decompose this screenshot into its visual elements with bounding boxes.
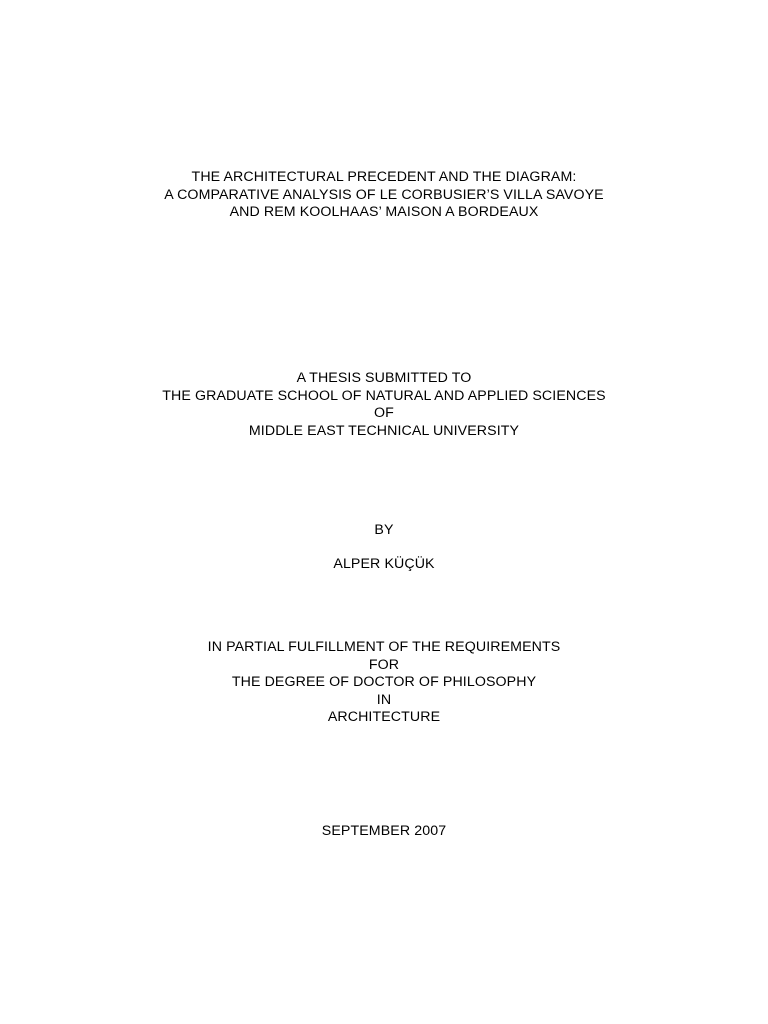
degree-line: THE DEGREE OF DOCTOR OF PHILOSOPHY (231, 674, 537, 690)
by-label: BY (374, 522, 394, 538)
degree-line: FOR (368, 656, 400, 673)
title-line: A COMPARATIVE ANALYSIS OF LE CORBUSIER’S VILLA SAVOYE (164, 186, 604, 203)
title-line: THE ARCHITECTURAL PRECEDENT AND THE DIAGRAM: (191, 169, 577, 185)
thesis-title (0, 169, 768, 222)
degree-statement (0, 639, 768, 727)
submission-statement (0, 370, 768, 440)
degree-line: IN PARTIAL FULFILLMENT OF THE REQUIREMENTS (207, 639, 561, 655)
submission-date: SEPTEMBER 2007 (321, 823, 447, 839)
submission-line: A THESIS SUBMITTED TO (296, 370, 472, 386)
title-line: AND REM KOOLHAAS’ MAISON A BORDEAUX (229, 204, 539, 220)
degree-line: ARCHITECTURE (327, 709, 441, 725)
submission-line: OF (374, 405, 394, 421)
degree-line: IN (376, 691, 392, 708)
submission-line: MIDDLE EAST TECHNICAL UNIVERSITY (248, 422, 520, 439)
author-name: ALPER KÜÇÜK (333, 556, 435, 572)
submission-line: THE GRADUATE SCHOOL OF NATURAL AND APPLIED SCIENCES (162, 387, 606, 404)
